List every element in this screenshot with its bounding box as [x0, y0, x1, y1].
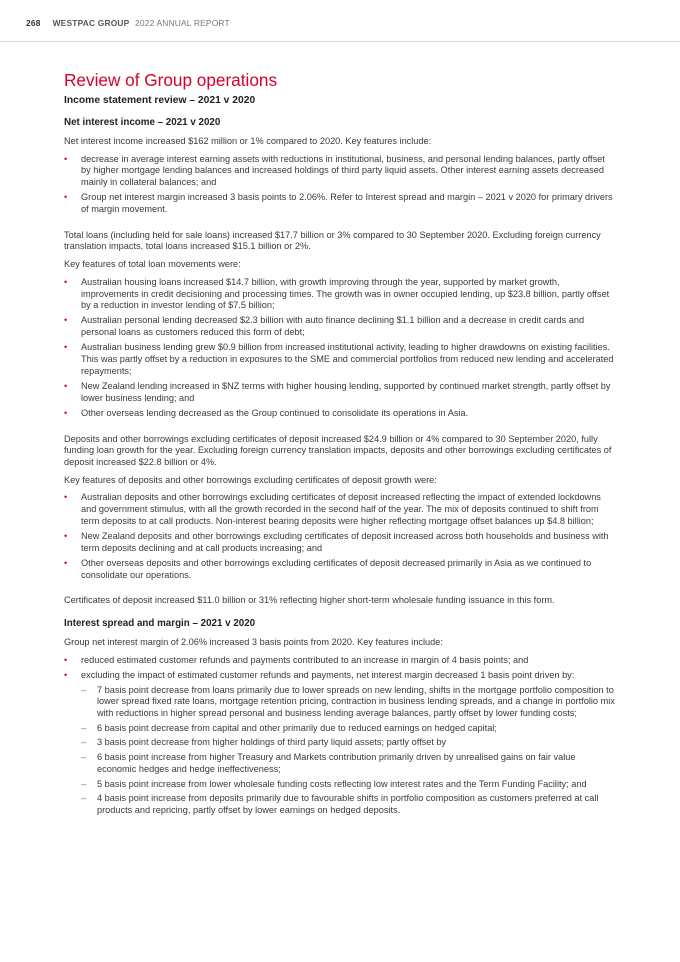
deposits-paragraph: Deposits and other borrowings excluding certificates of deposit increased $24.9 billion or 4% compared to 30 September 2020, fully funding loan growth for the year. Excluding foreign currency translation impacts, deposits and other borrowings excluding certificates of deposit increased $22.8 billion or 4%. [64, 433, 612, 467]
list-item: • New Zealand deposits and other borrowings excluding certificates of deposit increased across both households and business with term deposits declining and at call products increasing; and [64, 531, 617, 554]
list-item-text: excluding the impact of estimated customer refunds and payments, net interest margin decreased 1 basis point driven by: [81, 669, 575, 680]
list-item [64, 670, 617, 817]
spread-heading: Interest spread and margin – 2021 v 2020 [64, 618, 256, 629]
spread-sub-list [81, 685, 617, 817]
certificates-paragraph: Certificates of deposit increased $11.0 billion or 31% reflecting higher short-term wholesale funding issuance in this form. [64, 595, 555, 606]
nii-bullet-list [64, 154, 617, 216]
list-item: • New Zealand lending increased in $NZ terms with higher housing lending, supported by continued market strength, partly offset by lower business lending; and [64, 381, 617, 404]
list-item: • Australian business lending grew $0.9 billion from increased institutional activity, leading to higher drawdowns on existing facilities. This was partly offset by a reduction in exposures to the SME and commercial portfolios from reduced new lending and accelerated repayments; [64, 342, 617, 377]
spread-intro: Group net interest margin of 2.06% increased 3 basis points from 2020. Key features include: [64, 637, 443, 647]
page-number: 268 [26, 18, 41, 28]
list-item: • Australian deposits and other borrowings excluding certificates of deposit increased reflecting the impact of extended lockdowns and government stimulus, with all the growth recorded in the second half of the year. The mix of deposits continued to shift from term deposits to at call products. Non-interest bearing deposits were higher reflecting mortgage offset balances up $4.8 billion; [64, 492, 617, 527]
deposits-intro: Key features of deposits and other borrowings excluding certificates of deposit growth were: [64, 474, 437, 485]
header-divider [0, 41, 680, 42]
loans-paragraph: Total loans (including held for sale loans) increased $17.7 billion or 3% compared to 30 September 2020. Excluding foreign currency translation impacts, total loans increased $15.1 billion or 2%. [64, 229, 601, 252]
section-subtitle: Income statement review – 2021 v 2020 [64, 95, 256, 106]
sub-list-item: – 3 basis point decrease from higher holdings of third party liquid assets; partly offset by [81, 737, 617, 749]
page-content [64, 68, 617, 823]
header-org: WESTPAC GROUP [52, 18, 130, 28]
page-title: Review of Group operations [64, 70, 278, 90]
sub-list-item: – 6 basis point increase from higher Treasury and Markets contribution primarily driven by unrealised gains on fair value economic hedges and hedge ineffectiveness; [81, 752, 617, 775]
list-item: • Other overseas deposits and other borrowings excluding certificates of deposit decreased primarily in Asia as we continued to consolidate our operations. [64, 558, 617, 581]
spread-bullet-list [64, 655, 617, 817]
page-header [26, 18, 654, 32]
header-report-title: 2022 ANNUAL REPORT [135, 18, 230, 28]
deposit-bullet-list [64, 492, 617, 581]
list-item: • reduced estimated customer refunds and payments contributed to an increase in margin of 4 basis points; and [64, 655, 617, 667]
loan-bullet-list [64, 277, 617, 420]
nii-intro: Net interest income increased $162 million or 1% compared to 2020. Key features include: [64, 136, 432, 146]
sub-list-item: – 5 basis point increase from lower wholesale funding costs reflecting low interest rates and the Term Funding Facility; and [81, 779, 617, 791]
list-item: • decrease in average interest earning assets with reductions in institutional, business, and personal lending balances, partly offset by higher mortgage lending balances and increased holdings of third party liquid assets. Other interest earning assets decreased mainly in collateral balances; and [64, 154, 617, 189]
loans-intro: Key features of total loan movements were: [64, 259, 241, 270]
list-item: • Group net interest margin increased 3 basis points to 2.06%. Refer to Interest spread and margin – 2021 v 2020 for primary drivers of margin movement. [64, 192, 617, 215]
list-item: • Australian personal lending decreased $2.3 billion with auto finance declining $1.1 billion and a decrease in credit cards and personal loans as customers reduced this form of debt; [64, 315, 617, 338]
list-item: • Other overseas lending decreased as the Group continued to consolidate its operations in Asia. [64, 408, 617, 420]
sub-list-item: – 4 basis point increase from deposits primarily due to favourable shifts in portfolio composition as customers preferred at call products and repricing, partly offset by lower earnings on hedged deposits. [81, 793, 617, 816]
sub-list-item: – 6 basis point decrease from capital and other primarily due to reduced earnings on hedged capital; [81, 723, 617, 735]
sub-list-item: – 7 basis point decrease from loans primarily due to lower spreads on new lending, shifts in the mortgage portfolio composition to lower spread fixed rate loans, mortgage retention pricing, contraction in business lending spreads, and a change in portfolio mix with reductions in higher spread personal and business lending average balances, partly offset by lower funding costs; [81, 685, 617, 720]
nii-heading: Net interest income – 2021 v 2020 [64, 117, 221, 128]
list-item: • Australian housing loans increased $14.7 billion, with growth improving through the year, supported by market growth, improvements in credit decisioning and processing times. The growth was in owner occupied lending, up $23.8 billion, partly offset by a reduction in investor lending of $7.5 billion; [64, 277, 617, 312]
